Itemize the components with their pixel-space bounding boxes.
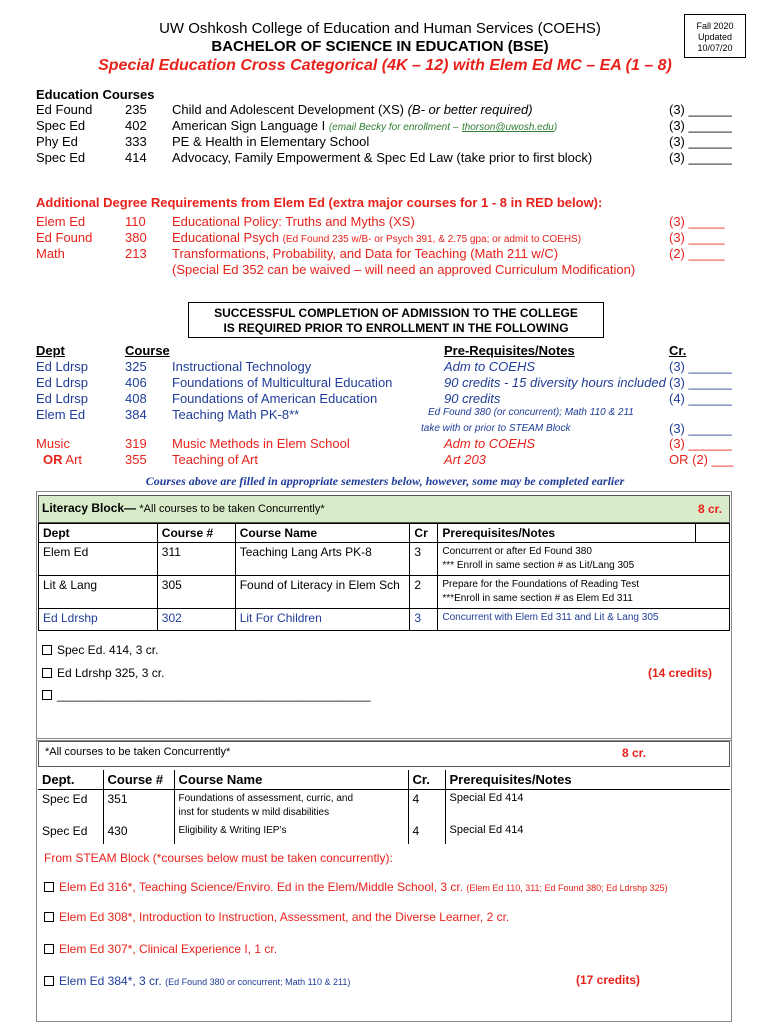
b2-name (174, 790, 408, 823)
steam-item-307[interactable] (44, 942, 277, 956)
edu-num: 402 (125, 118, 147, 133)
pre-dept: Ed Ldrsp (36, 391, 89, 406)
lit-pre-line2: *** Enroll in same section # as Lit/Lang 305 (442, 560, 635, 571)
email-link[interactable]: thorson@uwosh.edu (461, 122, 554, 133)
add-title: Transformations, Probability, and Data for Teaching (Math 211 w/C) (172, 246, 559, 261)
edu-title: PE & Health in Elementary School (172, 134, 370, 149)
edu-title-line (172, 102, 533, 117)
lit-cr: 2 (410, 576, 438, 609)
lit-pre (438, 543, 730, 576)
steam-item-4-note: (Ed Found 380 or concurrent; Math 110 & 211) (165, 977, 351, 987)
lit-dept: Lit & Lang (39, 576, 158, 609)
lit-pre-line1: Concurrent or after Ed Found 380 (442, 546, 592, 557)
pre-num: 406 (125, 375, 147, 390)
edu-note: (B- or better required) (407, 102, 533, 117)
add-title-line (172, 214, 415, 229)
add-dept: Math (36, 246, 65, 261)
steam-intro: From STEAM Block (*courses below must be taken concurrently): (44, 851, 393, 865)
art-prereq: Art 203 (444, 452, 486, 467)
updated-date: 10/07/20 (697, 43, 733, 53)
lit-pre: Concurrent with Elem Ed 311 and Lit & Lang 305 (438, 609, 730, 631)
lit-h-blank (696, 524, 730, 543)
literacy-check-1-label: Spec Ed. 414, 3 cr. (57, 643, 159, 657)
col-dept-header: Dept (36, 343, 65, 358)
lit-num: 311 (157, 543, 235, 576)
add-dept: Elem Ed (36, 214, 86, 229)
literacy-title-line (42, 501, 325, 515)
pre-dept: Ed Ldrsp (36, 359, 89, 374)
lit-h-name: Course Name (235, 524, 410, 543)
literacy-check-blank[interactable] (42, 688, 371, 702)
add-note: (Ed Found 235 w/B- or Psych 391, & 2.75 gpa; or admit to COEHS) (282, 234, 582, 245)
literacy-table (38, 523, 730, 631)
lit-pre-line1: Prepare for the Foundations of Reading Test (442, 579, 639, 590)
b2-h-course: Course # (103, 770, 174, 790)
col-prereq-header: Pre-Requisites/Notes (444, 343, 575, 358)
waiver-note: (Special Ed 352 can be waived – will need an approved Curriculum Modification) (172, 262, 636, 277)
edu-dept: Phy Ed (36, 134, 78, 149)
b2-dept: Spec Ed (42, 792, 88, 806)
lit-h-dept: Dept (39, 524, 158, 543)
add-credit: (3) _____ (669, 230, 725, 245)
updated-label: Updated (697, 32, 733, 42)
literacy-subtitle: *All courses to be taken Concurrently* (139, 503, 325, 515)
math-credit: (3) ______ (669, 421, 732, 436)
add-num: 213 (125, 246, 147, 261)
edu-dept: Spec Ed (36, 150, 86, 165)
art-num: 355 (125, 452, 147, 467)
steam-item-1-label: Elem Ed 316*, Teaching Science/Enviro. Ed in the Elem/Middle School, 3 cr. (59, 880, 463, 894)
pre-prereq: Adm to COEHS (444, 359, 536, 374)
b2-num: 430 (103, 822, 174, 844)
literacy-check-ed-ldrshp[interactable] (42, 666, 164, 680)
edu-title: American Sign Language I (172, 118, 326, 133)
pre-credit: (3) ______ (669, 359, 732, 374)
lit-h-cr: Cr (410, 524, 438, 543)
b2-h-name: Course Name (174, 770, 408, 790)
checkbox-icon[interactable] (44, 976, 54, 986)
literacy-check-2-label: Ed Ldrshp 325, 3 cr. (57, 666, 165, 680)
literacy-title: Literacy Block— (42, 501, 137, 515)
edu-title-line (172, 118, 557, 133)
pre-num: 384 (125, 407, 147, 422)
pre-dept: Elem Ed (36, 407, 86, 422)
add-title: Educational Policy: Truths and Myths (XS) (172, 214, 415, 229)
b2-name-line2: inst for students w mild disabilities (178, 807, 330, 818)
steam-total: (17 credits) (576, 973, 641, 987)
literacy-total: (14 credits) (648, 666, 713, 680)
art-or: OR (43, 452, 63, 467)
b2-cr: 4 (408, 822, 445, 844)
education-heading: Education Courses (36, 87, 155, 102)
col-cr-header: Cr. (669, 343, 687, 358)
edu-credit: (3) ______ (669, 134, 732, 149)
pre-title: Instructional Technology (172, 359, 312, 374)
add-dept: Ed Found (36, 230, 93, 245)
b2-h-pre: Prerequisites/Notes (445, 770, 730, 790)
edu-credit: (3) ______ (669, 102, 732, 117)
checkbox-icon[interactable] (44, 944, 54, 954)
add-title-line (172, 246, 558, 261)
edu-dept: Spec Ed (36, 118, 86, 133)
table-row (38, 790, 730, 823)
lit-num: 302 (157, 609, 235, 631)
additional-heading: Additional Degree Requirements from Elem Ed (extra major courses for 1 - 8 in RED below): (36, 195, 603, 210)
music-dept: Music (36, 436, 70, 451)
lit-dept: Elem Ed (39, 543, 158, 576)
lit-pre-line2: ***Enroll in same section # as Elem Ed 311 (442, 593, 633, 604)
block2-credits: 8 cr. (622, 746, 647, 760)
checkbox-icon[interactable] (42, 645, 52, 655)
pre-credit: (4) ______ (669, 391, 732, 406)
math-note-1: Ed Found 380 (or concurrent); Math 110 & 211 (428, 407, 634, 418)
art-dept-line (43, 452, 82, 467)
edu-note-close: ) (553, 122, 558, 133)
music-num: 319 (125, 436, 147, 451)
music-credit: (3) ______ (669, 436, 732, 451)
b2-dept: Spec Ed (42, 824, 88, 838)
add-credit: (2) _____ (669, 246, 725, 261)
edu-num: 333 (125, 134, 147, 149)
steam-item-384[interactable] (44, 974, 350, 988)
lit-h-pre: Prerequisites/Notes (438, 524, 696, 543)
edu-num: 414 (125, 150, 147, 165)
admission-box (188, 302, 604, 338)
edu-credit: (3) ______ (669, 118, 732, 133)
col-course-header: Course (125, 343, 170, 358)
pre-title: Foundations of Multicultural Education (172, 375, 393, 390)
lit-name: Found of Literacy in Elem Sch (235, 576, 410, 609)
lit-pre (438, 576, 730, 609)
b2-pre: Special Ed 414 (449, 792, 524, 804)
literacy-credits: 8 cr. (698, 502, 723, 516)
literacy-check-3-label: _______________________________________________ (57, 688, 371, 702)
admission-line1: SUCCESSFUL COMPLETION OF ADMISSION TO THE COLLEGE (214, 306, 578, 320)
lit-cr: 3 (410, 543, 438, 576)
edu-num: 235 (125, 102, 147, 117)
lit-h-course: Course # (157, 524, 235, 543)
table-row (39, 609, 730, 631)
header-line3: Special Education Cross Categorical (4K – 12) with Elem Ed MC – EA (1 – 8) (98, 57, 672, 74)
pre-title: Foundations of American Education (172, 391, 378, 406)
b2-h-cr: Cr. (408, 770, 445, 790)
edu-credit: (3) ______ (669, 150, 732, 165)
b2-num: 351 (103, 790, 174, 823)
section-footer-note: Courses above are filled in appropriate semesters below, however, some may be completed earlier (145, 474, 625, 488)
header-line1: UW Oshkosh College of Education and Human Services (COEHS) (159, 20, 601, 37)
b2-name-line1: Foundations of assessment, curric, and (178, 793, 354, 804)
steam-item-308[interactable] (44, 910, 509, 924)
steam-item-4-label: Elem Ed 384*, 3 cr. (59, 974, 162, 988)
lit-num: 305 (157, 576, 235, 609)
pre-prereq: 90 credits (444, 391, 501, 406)
pre-num: 408 (125, 391, 147, 406)
table-row (38, 822, 730, 844)
steam-item-1-note: (Elem Ed 110, 311; Ed Found 380; Ed Ldrshp 325) (466, 883, 668, 893)
block2-subtitle: *All courses to be taken Concurrently* (45, 746, 231, 758)
literacy-table-header (39, 524, 730, 543)
edu-title-line (172, 134, 369, 149)
add-title-line (172, 230, 581, 245)
music-prereq: Adm to COEHS (444, 436, 536, 451)
b2-h-dept: Dept. (38, 770, 103, 790)
table-row (39, 576, 730, 609)
add-title: Educational Psych (172, 230, 279, 245)
steam-item-316[interactable] (44, 880, 668, 894)
add-num: 110 (125, 214, 146, 229)
edu-title: Child and Adolescent Development (XS) (172, 102, 404, 117)
checkbox-icon[interactable] (44, 912, 54, 922)
b2-cr: 4 (408, 790, 445, 823)
edu-note: (email Becky for enrollment – (328, 122, 459, 133)
add-credit: (3) _____ (669, 214, 725, 229)
math-note-2: take with or prior to STEAM Block (421, 423, 571, 434)
literacy-check-spec-ed[interactable] (42, 643, 158, 657)
art-title: Teaching of Art (172, 452, 258, 467)
steam-item-3-label: Elem Ed 307*, Clinical Experience I, 1 cr. (59, 942, 278, 956)
block2-table-header (38, 770, 730, 790)
checkbox-icon[interactable] (44, 882, 54, 892)
lit-cr: 3 (410, 609, 438, 631)
art-credit: OR (2) ___ (669, 452, 734, 467)
updated-box (684, 14, 746, 58)
updated-term: Fall 2020 (696, 21, 734, 31)
add-num: 380 (125, 230, 147, 245)
art-dept: Art (65, 452, 83, 467)
checkbox-icon[interactable] (42, 668, 52, 678)
edu-title: Advocacy, Family Empowerment & Spec Ed Law (take prior to first block) (172, 150, 593, 165)
lit-dept: Ed Ldrshp (39, 609, 158, 631)
music-title: Music Methods in Elem School (172, 436, 350, 451)
admission-line2: IS REQUIRED PRIOR TO ENROLLMENT IN THE FOLLOWING (223, 321, 569, 335)
lit-name: Lit For Children (235, 609, 410, 631)
header-line2: BACHELOR OF SCIENCE IN EDUCATION (BSE) (211, 38, 549, 55)
pre-num: 325 (125, 359, 147, 374)
b2-name: Eligibility & Writing IEP’s (174, 822, 408, 844)
steam-item-2-label: Elem Ed 308*, Introduction to Instruction, Assessment, and the Diverse Learner, 2 cr. (59, 910, 510, 924)
pre-prereq: 90 credits - 15 diversity hours included (444, 375, 666, 390)
pre-dept: Ed Ldrsp (36, 375, 89, 390)
checkbox-icon[interactable] (42, 690, 52, 700)
table-row (39, 543, 730, 576)
block2-table (38, 770, 730, 844)
lit-name: Teaching Lang Arts PK-8 (235, 543, 410, 576)
pre-credit: (3) ______ (669, 375, 732, 390)
edu-title-line (172, 150, 592, 165)
b2-pre: Special Ed 414 (449, 824, 524, 836)
edu-dept: Ed Found (36, 102, 93, 117)
pre-title: Teaching Math PK-8** (172, 407, 300, 422)
